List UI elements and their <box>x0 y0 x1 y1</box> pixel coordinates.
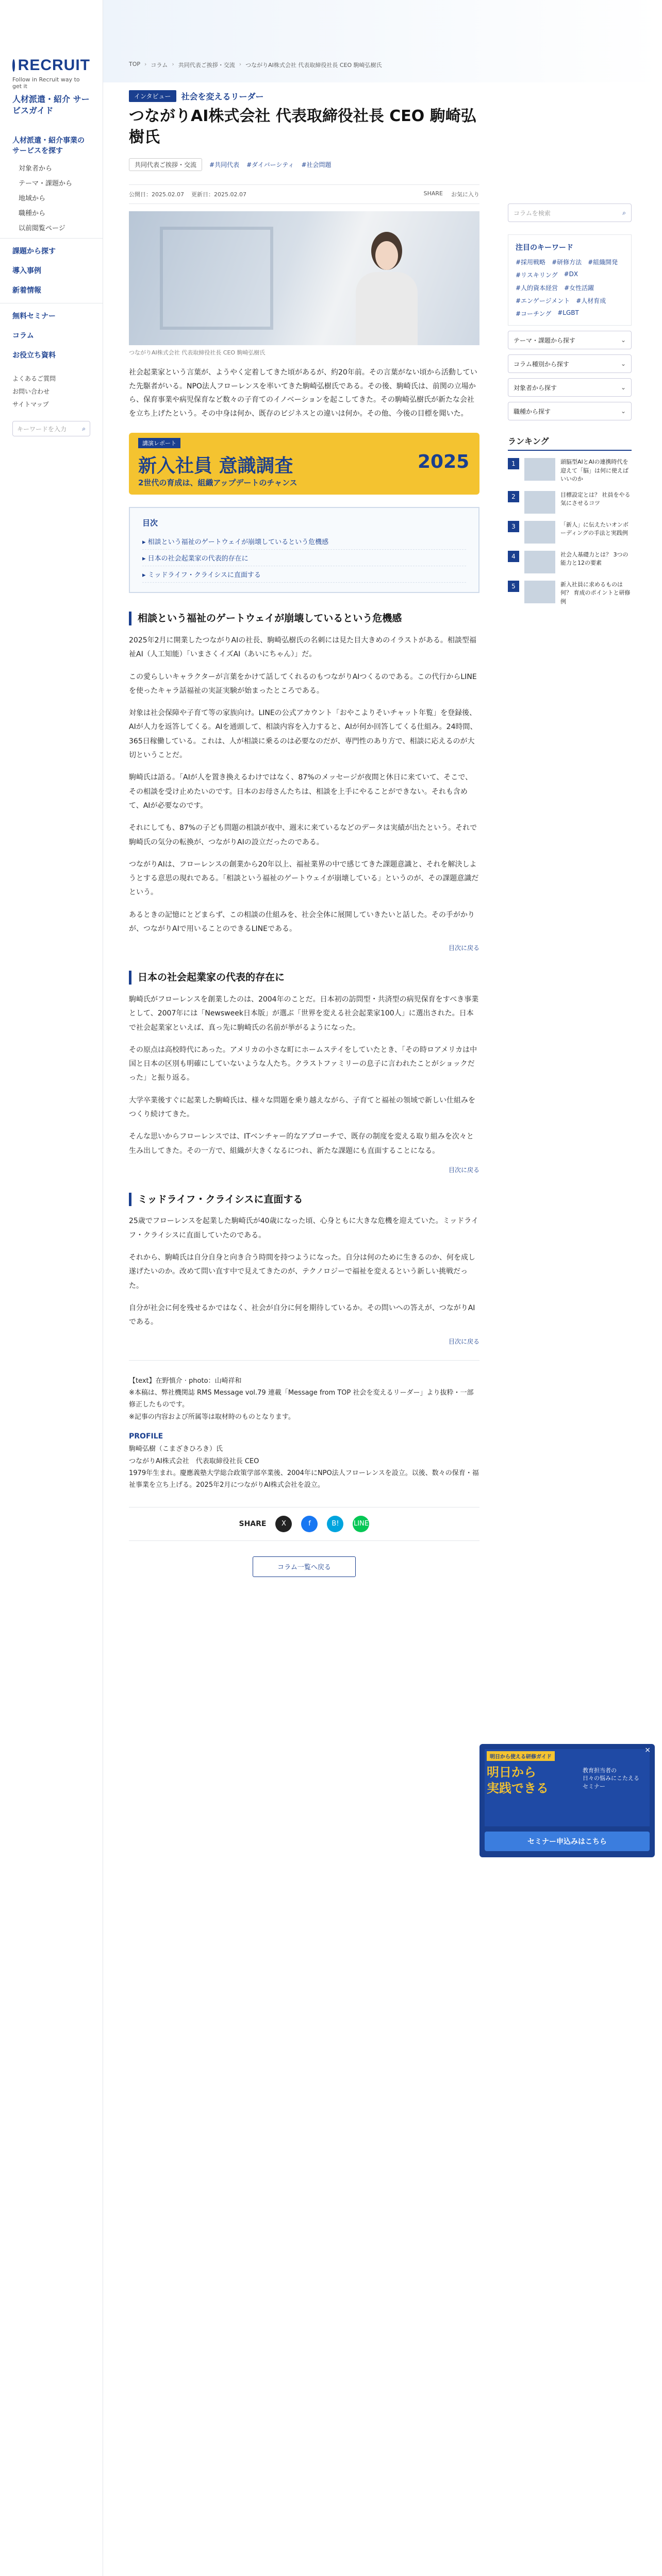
site-title: 人材派遣・紹介 サービスガイド <box>12 94 90 115</box>
hashtag[interactable]: #社会問題 <box>301 161 332 168</box>
side-links <box>0 369 103 414</box>
paragraph: 大学卒業後すぐに起業した駒崎氏は、様々な問題を乗り越えながら、子育てと福祉の領域で新しい仕組みをつくり続けてきた。 <box>129 1096 475 1118</box>
link-sitemap[interactable]: サイトマップ <box>12 401 49 409</box>
keyword-link[interactable]: #採用戦略 <box>516 259 546 266</box>
ranking-item[interactable] <box>508 458 632 484</box>
nav-services[interactable]: 人材派遣・紹介事業のサービスを探す <box>12 137 85 156</box>
nav-seminar[interactable]: 無料セミナー <box>0 303 103 326</box>
paragraph: この愛らしいキャラクターが言葉をかけて話してくれるのもつながりAIつくるのである。この代行からLINEを使ったキャラ話福祉の実証実験が始まったところである。 <box>129 672 477 695</box>
chevron-down-icon: ⌄ <box>620 336 626 344</box>
survey-banner[interactable] <box>129 433 479 495</box>
logo-subtitle: Follow in Recruit way to get it <box>12 76 80 90</box>
breadcrumb-column[interactable]: コラム <box>151 62 168 69</box>
chevron-down-icon: ⌄ <box>620 408 626 415</box>
keyword-link[interactable]: #コーチング <box>516 310 552 317</box>
paragraph: あるときの記憶にとどまらず、この相談の仕組みを、社会全体に展開していきたいと話した。その手がかりが、つながりAIで用いることのできるLINEである。 <box>129 910 475 934</box>
column-search-input[interactable]: コラムを検索 ⌕ <box>508 204 632 222</box>
back-to-list-button[interactable]: コラム一覧へ戻る <box>253 1556 356 1577</box>
share-bar <box>129 1507 479 1541</box>
ranking-title: ランキング <box>508 435 632 451</box>
ranking-item[interactable] <box>508 491 632 514</box>
profile-text: 1979年生まれ。慶應義塾大学総合政策学部卒業後、2004年にNPO法人フローレンスを設立。以後、数々の保育・福祉事業を立ち上げる。2025年2月につながりAI株式会社を設立。 <box>129 1469 479 1489</box>
facebook-share-icon[interactable]: f <box>301 1516 318 1532</box>
paragraph: 25歳でフローレンスを起業した駒崎氏が40歳になった頃、心身ともに大きな危機を迎えていた。ミッドライフ・クライシスに直面していたのである。 <box>129 1217 478 1240</box>
paragraph: そんな思いからフローレンスでは、ITベンチャー的なアプローチで、既存の制度を変える取り組みを次々と生み出してきた。その一方で、組織が大きくなるにつれ、新たな課題にも直面することになる。 <box>129 1132 474 1155</box>
chevron-right-icon: › <box>144 61 147 67</box>
nav-news[interactable]: 新着情報 <box>12 286 41 295</box>
site-logo[interactable] <box>0 0 103 126</box>
date-bar <box>129 184 479 204</box>
paragraph: 対象は社会保障や子育て等の家族向け。LINEの公式アカウント「おやこよりそいチャット年覧」を登録後、AIが人力を返答してくる。AIを通頭して、相談内容を入力すると、AIが何か回答してくる仕組み。24時間、365日稼働している。これは、人が相談に乗るのは必要なのだが、専門性のあり方で、相談に応えるのが大切ということだ。 <box>129 709 477 760</box>
type-select[interactable]: コラム種別から探す ⌄ <box>508 354 632 373</box>
credit-line: 【text】在野慎介 · photo：山崎祥和 <box>129 1377 242 1385</box>
rank-title: 頭脳型AIとAIの連携時代を迎えて「脳」は何に使えばいいのか <box>560 459 628 482</box>
ad-subtext: 教育担当者の 日々の悩みにこたえる セミナー <box>583 1767 639 1790</box>
nav-theme[interactable]: テーマ・課題から <box>19 180 73 188</box>
paragraph: 駒崎氏は語る。「AIが人を置き換えるわけではなく、87%のメッセージが夜間と休日に来ていて、そこで、その相談を受け止めたいのです。日本のお母さんたちは、相談を上手にやることができない。それも含めて、AIが必要なのです。 <box>129 773 473 810</box>
meta-tags <box>129 158 479 171</box>
page-title: つながりAI株式会社 代表取締役社長 CEO 駒崎弘樹氏 <box>129 107 476 146</box>
sidebar <box>0 0 103 2576</box>
rank-title: 「新人」に伝えたいオンボーディングの手法と実践例 <box>560 521 628 536</box>
rank-number: 2 <box>508 491 519 502</box>
paragraph: その原点は高校時代にあった。アメリカの小さな町にホームステイをしていたとき、「その時ロアメリカは中国と日本の区別も明確にしていないような人たち。クラストファミリーの息子に言われたことがショックだった」と振り返る。 <box>129 1045 477 1082</box>
x-share-icon[interactable]: X <box>275 1516 292 1532</box>
nav-area[interactable]: 地域から <box>19 195 46 203</box>
divider <box>129 1360 479 1361</box>
logo-icon <box>12 59 15 72</box>
breadcrumb-current: つながりAI株式会社 代表取締役社長 CEO 駒崎弘樹氏 <box>245 62 382 69</box>
right-sidebar <box>508 204 632 606</box>
chevron-down-icon: ⌄ <box>620 384 626 391</box>
paragraph: それから、駒崎氏は自分自身と向き合う時間を持つようになった。自分は何のために生きるのか、何を成し遂げたいのか。改めて問い直す中で見えてきたのが、テクノロジーで福祉を変えるという新しい挑戦だった。 <box>129 1253 475 1290</box>
back-to-toc-link[interactable]: 目次に戻る <box>448 944 479 952</box>
seminar-apply-button[interactable]: セミナー申込みはこちら <box>485 1832 650 1851</box>
banner-subline: 2世代の育成は、組織アップデートのチャンス <box>138 478 297 488</box>
rank-number: 1 <box>508 458 519 469</box>
keyword-title: 注目のキーワード <box>516 244 573 252</box>
section-heading: ミッドライフ・クライシスに直面する <box>129 1193 479 1207</box>
series-name: 社会を変えるリーダー <box>181 92 264 101</box>
rank-thumbnail <box>524 581 555 603</box>
nav-documents[interactable]: お役立ち資料 <box>12 351 56 360</box>
nav-job[interactable]: 職種から <box>19 210 46 218</box>
favorite-button[interactable]: お気に入り <box>451 191 479 198</box>
share-actions <box>424 190 479 198</box>
search-icon[interactable]: ⌕ <box>82 425 86 432</box>
sidebar-search-input[interactable]: キーワードを入力 ⌕ <box>12 421 90 436</box>
rank-title: 社会人基礎力とは？ 3つの能力と12の要素 <box>560 551 628 566</box>
keyword-link[interactable]: #人的資本経営 <box>516 284 558 292</box>
article <box>129 90 479 1577</box>
chevron-right-icon: › <box>172 61 174 67</box>
banner-year: 2025 <box>418 451 470 473</box>
hatena-share-icon[interactable]: B! <box>327 1516 343 1532</box>
rank-thumbnail <box>524 521 555 544</box>
ad-headline: 明日から 実践できる <box>487 1765 549 1796</box>
article-credits <box>129 1375 479 1492</box>
chevron-down-icon: ⌄ <box>620 360 626 367</box>
toc-title: 目次 <box>142 518 158 528</box>
keyword-link[interactable]: #LGBT <box>557 309 579 316</box>
source-note: ※本稿は、弊社機関誌 RMS Message vol.79 連載「Message from TOP 社会を変えるリーダー」より抜粋・一部修正したものです。 <box>129 1388 474 1409</box>
search-icon[interactable]: ⌕ <box>622 209 626 216</box>
banner-label: 講演レポート <box>138 438 180 448</box>
rank-number: 5 <box>508 581 519 592</box>
keyword-list <box>516 258 624 318</box>
section-heading: 日本の社会起業家の代表的存在に <box>129 971 479 985</box>
rank-thumbnail <box>524 491 555 514</box>
keyword-link[interactable]: #研修方法 <box>552 259 582 266</box>
link-faq[interactable]: よくあるご質問 <box>12 375 56 383</box>
keyword-link[interactable]: #DX <box>564 270 578 278</box>
rank-number: 3 <box>508 521 519 532</box>
nav-cases[interactable]: 導入事例 <box>12 267 41 276</box>
ranking-item[interactable] <box>508 551 632 573</box>
theme-select[interactable]: テーマ・課題から探す ⌄ <box>508 331 632 349</box>
rank-thumbnail <box>524 458 555 481</box>
floating-seminar-ad[interactable] <box>479 1744 655 1857</box>
toc-item[interactable]: ▸ 相談という福祉のゲートウェイが崩壊しているという危機感 <box>142 533 466 550</box>
back-to-toc-link[interactable]: 目次に戻る <box>448 1337 479 1345</box>
photo-caption: つながりAI株式会社 代表取締役社長 CEO 駒崎弘樹氏 <box>129 349 266 356</box>
article-type-chip: インタビュー <box>129 90 176 102</box>
paragraph: 自分が社会に何を残せるかではなく、社会が自分に何を期待しているか。その問いへの答えが、つながりAIである。 <box>129 1303 475 1327</box>
hashtag[interactable]: #ダイバーシティ <box>246 161 294 168</box>
profile-label: PROFILE <box>129 1432 163 1441</box>
paragraph: それにしても、87%の子ども問題の相談が夜中、週末に来ているなどのデータは実績が出たという。それで駒崎氏の気分の転換が、つながりAIの設立だったのである。 <box>129 824 477 846</box>
close-icon[interactable]: × <box>644 1746 651 1754</box>
link-contact[interactable]: お問い合わせ <box>12 388 50 396</box>
paragraph: つながりAIは、フローレンスの創業から20年以上、福祉業界の中で感じてきた課題意識と、それを解決しようとする意思の現れである。「相談という福祉のゲートウェイが崩壊している」というのが、その課題意識だという。 <box>129 860 479 897</box>
share-button[interactable]: SHARE <box>423 190 443 197</box>
breadcrumb-home[interactable]: TOP <box>129 61 141 67</box>
banner-headline: 新入社員 意識調査 <box>138 455 293 477</box>
rank-thumbnail <box>524 551 555 573</box>
breadcrumb <box>129 61 382 69</box>
rank-title: 目標設定とは？ 社員をやる気にさせるコツ <box>560 491 631 506</box>
ranking-item[interactable] <box>508 521 632 544</box>
keyword-link[interactable]: #女性活躍 <box>564 284 594 292</box>
keyword-link[interactable]: #リスキリング <box>516 272 558 279</box>
toc-item[interactable]: ▸ ミッドライフ・クライシスに直面する <box>142 566 466 583</box>
category-tag[interactable]: 共同代表ご挨拶・交流 <box>129 158 202 171</box>
side-nav <box>0 126 103 369</box>
article-lead: 社会起業家という言葉が、ようやく定着してきた頃があるが、約20年前。その言葉がない頃から活動していた先駆者がいる。NPO法人フローレンスを率いてきた駒崎弘樹氏である。その後、駒崎氏は、前関の立場から、保育事業や病児保育など数々の子育てのイノベーションを起こしてきた。その駒崎弘樹氏が新たな会社を立ち上げたという。その中身は何か、既存のビジネスとの違いは何か。その他、今後の目標を聞いた。 <box>129 368 477 418</box>
toc-list <box>142 533 466 583</box>
source-note-2: ※記事の内容および所属等は取材時のものとなります。 <box>129 1413 295 1421</box>
rank-title: 新入社員に求めるものは何？ 育成のポイントと研修例 <box>560 581 631 605</box>
hashtag[interactable]: #共同代表 <box>209 161 240 168</box>
nav-history[interactable]: 以前閲覧ページ <box>19 225 65 233</box>
photo-window-frame <box>160 227 273 330</box>
profile-name: 駒崎弘樹（こまざきひろき）氏 <box>129 1445 223 1453</box>
section-heading: 相談という福祉のゲートウェイが崩壊しているという危機感 <box>129 612 479 625</box>
table-of-contents <box>129 507 479 593</box>
profile-role: つながりAI株式会社 代表取締役社長 CEO <box>129 1457 259 1465</box>
portrait-body <box>356 272 418 345</box>
nav-column[interactable]: コラム <box>12 332 34 341</box>
back-to-toc-link[interactable]: 目次に戻る <box>448 1166 479 1174</box>
hero-background <box>103 0 662 82</box>
paragraph: 2025年2月に開業したつながりAIの社長、駒崎弘樹氏の名刺には見た目大きめのイラストがある。相談型福祉AI（人工知能）「いまさくイズAI（あいにちゃん）」だ。 <box>129 636 476 659</box>
chevron-right-icon: › <box>239 61 242 67</box>
ad-label: 明日から使える研修ガイド <box>487 1751 555 1761</box>
toc-item[interactable]: ▸ 日本の社会起業家の代表的存在に <box>142 550 466 566</box>
recruit-logo: RECRUIT <box>12 57 90 74</box>
target-select[interactable]: 対象者から探す ⌄ <box>508 378 632 397</box>
keyword-link[interactable]: #エンゲージメント <box>516 297 570 304</box>
share-label: SHARE <box>239 1519 267 1528</box>
rank-number: 4 <box>508 551 519 562</box>
keyword-link[interactable]: #人材育成 <box>576 297 606 304</box>
keyword-link[interactable]: #組織開発 <box>588 259 618 266</box>
line-share-icon[interactable]: LINE <box>353 1516 369 1532</box>
hero-photo <box>129 211 479 345</box>
main-content <box>103 0 662 1572</box>
breadcrumb-category[interactable]: 共同代表ご挨拶・交流 <box>178 62 235 69</box>
ranking-item[interactable] <box>508 581 632 606</box>
job-select[interactable]: 職種から探す ⌄ <box>508 402 632 420</box>
nav-issues[interactable]: 課題から探す <box>0 238 103 261</box>
published-date: 公開日：2025.02.07 <box>129 191 184 198</box>
paragraph: 駒崎氏がフローレンスを創業したのは、2004年のことだ。日本初の訪問型・共済型の病児保育をすべき事業として、2007年には「Newsweek日本版」が選ぶ「世界を変える社会起業家100人」に選出された。日本で社会起業家といえば、真っ先に駒崎氏の名前が挙がるようになった。 <box>129 995 479 1032</box>
updated-date: 更新日：2025.02.07 <box>191 191 246 198</box>
article-header-tags <box>129 90 479 102</box>
portrait-face <box>375 241 398 270</box>
nav-target[interactable]: 対象者から <box>19 165 53 173</box>
person-portrait <box>356 232 418 345</box>
keyword-panel <box>508 234 632 326</box>
